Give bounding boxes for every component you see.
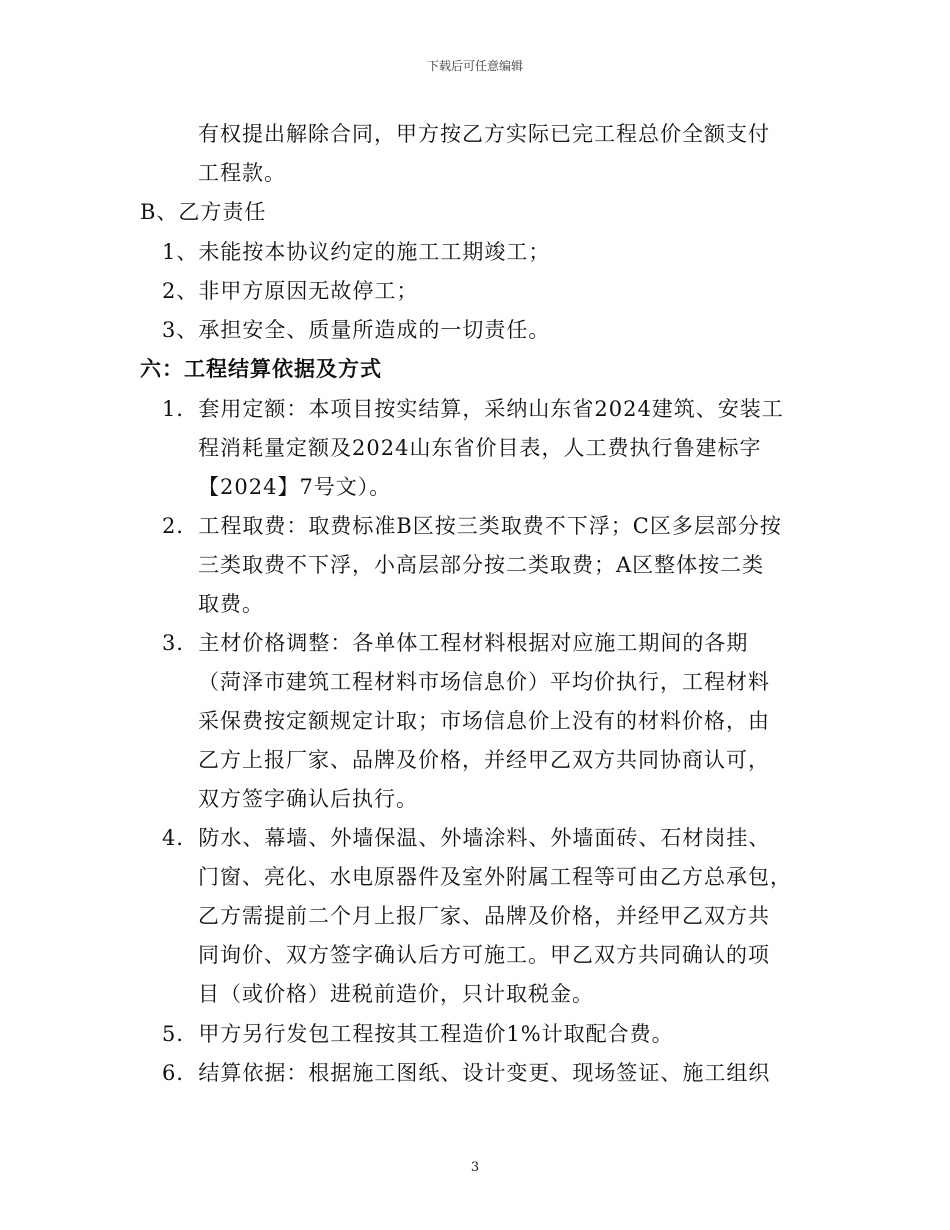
list-item: 4．防水、幕墙、外墙保温、外墙涂料、外墙面砖、石材岗挂、	[162, 826, 771, 850]
body-line: 有权提出解除合同，甲方按乙方实际已完工程总价全额支付	[198, 122, 770, 146]
list-item: 1．套用定额：本项目按实结算，采纳山东省2024建筑、安装工	[162, 397, 784, 421]
body-line: （菏泽市建筑工程材料市场信息价）平均价执行，工程材料	[198, 670, 770, 694]
body-line: 【2024】7号文）。	[198, 475, 392, 499]
list-item: 1、未能按本协议约定的施工工期竣工；	[162, 240, 551, 264]
body-line: 双方签字确认后执行。	[198, 787, 418, 811]
body-line: 取费。	[198, 592, 264, 616]
list-item: 2．工程取费：取费标准B区按三类取费不下浮；C区多层部分按	[162, 514, 782, 538]
list-item: 3．主材价格调整：各单体工程材料根据对应施工期间的各期	[162, 631, 749, 655]
body-line: 同询价、双方签字确认后方可施工。甲乙双方共同确认的项	[198, 943, 770, 967]
body-line: 程消耗量定额及2024山东省价目表，人工费执行鲁建标字	[198, 436, 762, 460]
section-heading: 六：工程结算依据及方式	[140, 356, 382, 381]
list-item: 6．结算依据：根据施工图纸、设计变更、现场签证、施工组织	[162, 1061, 771, 1085]
list-item: 5．甲方另行发包工程按其工程造价1%计取配合费。	[162, 1022, 674, 1046]
body-line: 三类取费不下浮，小高层部分按二类取费；A区整体按二类	[198, 553, 765, 577]
body-line: 乙方需提前二个月上报厂家、品牌及价格，并经甲乙双方共	[198, 904, 770, 928]
page-header: 下载后可任意编辑	[426, 59, 523, 73]
list-item: 2、非甲方原因无故停工；	[162, 279, 419, 303]
body-line: 工程款。	[198, 161, 286, 185]
subsection-heading: B、乙方责任	[140, 200, 267, 224]
body-line: 采保费按定额规定计取；市场信息价上没有的材料价格，由	[198, 709, 770, 733]
body-line: 乙方上报厂家、品牌及价格，并经甲乙双方共同协商认可，	[198, 748, 770, 772]
page-number: 3	[470, 1160, 480, 1175]
body-line: 目（或价格）进税前造价，只计取税金。	[198, 982, 594, 1006]
body-line: 门窗、亮化、水电原器件及室外附属工程等可由乙方总承包，	[198, 865, 792, 889]
list-item: 3、承担安全、质量所造成的一切责任。	[162, 318, 551, 342]
